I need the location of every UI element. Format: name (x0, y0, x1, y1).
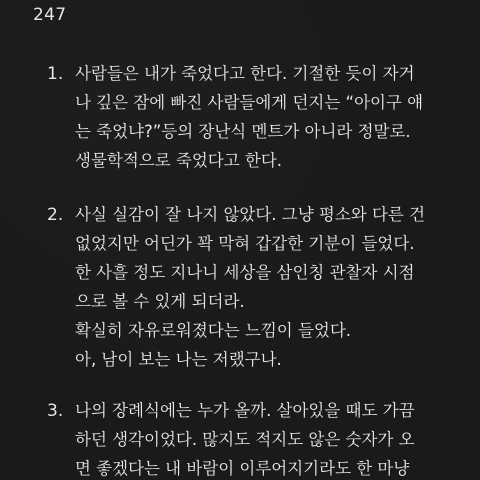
list-item-line: 면 좋겠다는 내 바람이 이루어지기라도 한 마냥 (75, 459, 410, 478)
list-item-line: 나 깊은 잠에 빠진 사람들에게 던지는 “아이구 얘 (75, 93, 424, 112)
list-item-line: 확실히 자유로워졌다는 느낌이 들었다. (75, 321, 352, 340)
list-item-line: 한 사흘 정도 지나니 세상을 삼인칭 관찰자 시점 (75, 263, 415, 282)
list-item-line: 아, 남이 보는 나는 저랬구나. (75, 350, 282, 369)
list-item-line: 는 죽었냐?”등의 장난식 멘트가 아니라 정말로. (75, 122, 411, 141)
list-item-line: 하던 생각이었다. 많지도 적지도 않은 숫자가 오 (75, 430, 415, 449)
list-item-number: 2. (47, 205, 64, 225)
list-item-line: 사람들은 내가 죽었다고 한다. 기절한 듯이 자거 (75, 64, 415, 83)
list-item-number: 1. (47, 64, 64, 84)
list-item-line: 으로 볼 수 있게 되더라. (75, 292, 245, 311)
list-item-line: 없었지만 어딘가 꽉 막혀 갑갑한 기분이 들었다. (75, 234, 415, 253)
list-item-line: 나의 장례식에는 누가 올까. 살아있을 때도 가끔 (75, 401, 415, 420)
list-item-line: 사실 실감이 잘 나지 않았다. 그냥 평소와 다른 건 (75, 205, 426, 224)
page-number: 247 (33, 5, 67, 25)
list-item-line: 생물학적으로 죽었다고 한다. (75, 151, 283, 170)
list-item-number: 3. (47, 401, 64, 421)
